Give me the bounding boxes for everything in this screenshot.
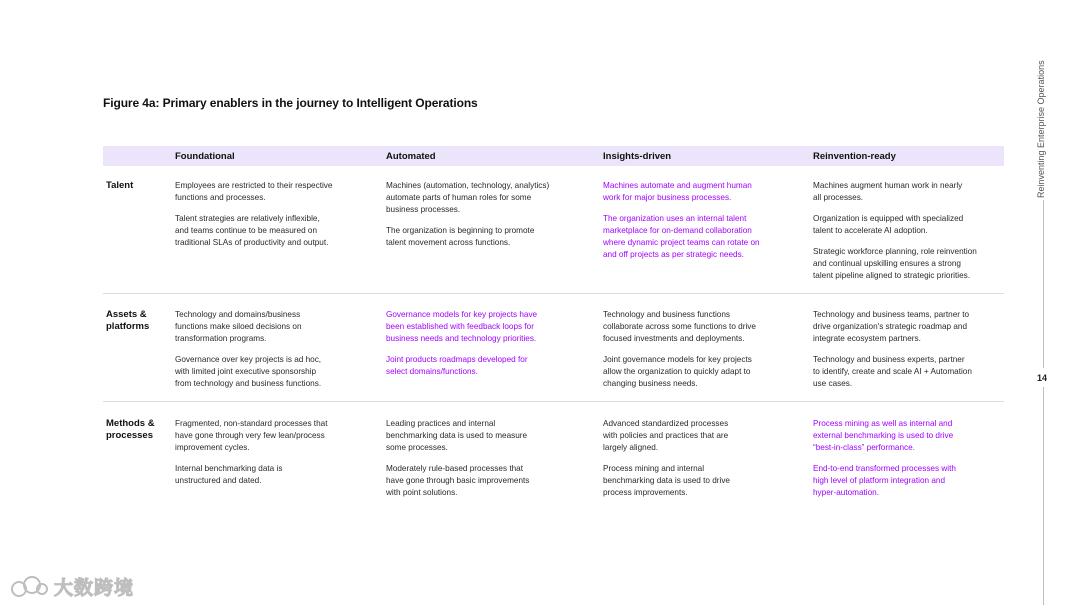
cell-text-line: and off projects as per strategic needs. bbox=[603, 250, 744, 259]
cell-text-line: improvement cycles. bbox=[175, 443, 250, 452]
cell-text-line: Organization is equipped with specialized bbox=[813, 214, 964, 223]
cell-paragraph bbox=[386, 354, 537, 378]
column-header-foundational: Foundational bbox=[175, 151, 235, 162]
cell-paragraph bbox=[813, 354, 972, 390]
cell-text-line: talent movement across functions. bbox=[386, 238, 511, 247]
row-divider bbox=[103, 401, 1004, 402]
cell-text-line: Technology and business functions bbox=[603, 310, 730, 319]
cell-text-line: traditional SLAs of productivity and output. bbox=[175, 238, 329, 247]
watermark-logo-icon bbox=[10, 574, 48, 600]
side-running-title: Reinventing Enterprise Operations bbox=[1036, 60, 1046, 198]
cell-text-line: Strategic workforce planning, role reinvention bbox=[813, 247, 977, 256]
side-rule-top bbox=[1043, 200, 1044, 368]
cell-text-line: Moderately rule-based processes that bbox=[386, 464, 523, 473]
cell-paragraph bbox=[603, 180, 760, 204]
column-header-reinvention-ready: Reinvention-ready bbox=[813, 151, 896, 162]
cell-methods-foundational bbox=[175, 418, 327, 496]
cell-paragraph bbox=[386, 309, 537, 345]
cell-assets-reinvention-ready bbox=[813, 309, 972, 399]
cell-text-line: automate parts of human roles for some bbox=[386, 193, 532, 202]
cell-text-line: transformation programs. bbox=[175, 334, 267, 343]
cell-text-line: benchmarking data is used to drive bbox=[603, 476, 730, 485]
cell-text-line: changing business needs. bbox=[603, 379, 698, 388]
cell-assets-insights-driven bbox=[603, 309, 756, 399]
cell-text-line: benchmarking data is used to measure bbox=[386, 431, 528, 440]
cell-text-line: Machines automate and augment human bbox=[603, 181, 752, 190]
cell-text-line: Technology and business experts, partner bbox=[813, 355, 965, 364]
cell-paragraph bbox=[813, 246, 977, 282]
cell-text-line: and continual upskilling ensures a strong bbox=[813, 259, 961, 268]
row-label-talent: Talent bbox=[106, 180, 134, 191]
cell-text-line: with policies and practices that are bbox=[603, 431, 729, 440]
cell-text-line: Employees are restricted to their respective bbox=[175, 181, 333, 190]
cell-text-line: Machines augment human work in nearly bbox=[813, 181, 963, 190]
cell-talent-automated bbox=[386, 180, 549, 258]
cell-methods-insights-driven bbox=[603, 418, 730, 508]
row-divider bbox=[103, 293, 1004, 294]
cell-text-line: Governance over key projects is ad hoc, bbox=[175, 355, 322, 364]
cell-text-line: Internal benchmarking data is bbox=[175, 464, 283, 473]
cell-paragraph bbox=[175, 180, 332, 204]
cell-text-line: Joint governance models for key projects bbox=[603, 355, 752, 364]
cell-text-line: largely aligned. bbox=[603, 443, 659, 452]
cell-text-line: Process mining as well as internal and bbox=[813, 419, 953, 428]
cell-text-line: Machines (automation, technology, analytics) bbox=[386, 181, 550, 190]
cell-text-line: Talent strategies are relatively inflexible, bbox=[175, 214, 320, 223]
cell-text-line: been established with feedback loops for bbox=[386, 322, 534, 331]
watermark-text: 大数跨境 bbox=[54, 578, 135, 599]
cell-text-line: Technology and business teams, partner to bbox=[813, 310, 970, 319]
cell-paragraph bbox=[813, 213, 977, 237]
cell-text-line: Leading practices and internal bbox=[386, 419, 496, 428]
cell-text-line: The organization uses an internal talent bbox=[603, 214, 747, 223]
cell-text-line: hyper-automation. bbox=[813, 488, 879, 497]
cell-text-line: unstructured and dated. bbox=[175, 476, 262, 485]
cell-talent-reinvention-ready bbox=[813, 180, 977, 291]
column-header-automated: Automated bbox=[386, 151, 436, 162]
cell-paragraph bbox=[386, 463, 529, 499]
cell-text-line: Process mining and internal bbox=[603, 464, 705, 473]
cell-text-line: talent pipeline aligned to strategic priorities. bbox=[813, 271, 971, 280]
column-header-insights-driven: Insights-driven bbox=[603, 151, 672, 162]
cell-text-line: external benchmarking is used to drive bbox=[813, 431, 954, 440]
cell-text-line: have gone through basic improvements bbox=[386, 476, 530, 485]
figure-title: Figure 4a: Primary enablers in the journey to Intelligent Operations bbox=[103, 96, 478, 110]
watermark bbox=[10, 573, 134, 600]
cell-text-line: marketplace for on-demand collaboration bbox=[603, 226, 752, 235]
cell-text-line: where dynamic project teams can rotate on bbox=[603, 238, 760, 247]
cell-paragraph bbox=[175, 354, 321, 390]
cell-text-line: functions and processes. bbox=[175, 193, 266, 202]
cell-text-line: Technology and domains/business bbox=[175, 310, 301, 319]
cell-paragraph bbox=[603, 309, 756, 345]
cell-text-line: have gone through very few lean/process bbox=[175, 431, 325, 440]
cell-talent-foundational bbox=[175, 180, 332, 258]
cell-text-line: use cases. bbox=[813, 379, 853, 388]
cell-text-line: with point solutions. bbox=[386, 488, 458, 497]
cell-text-line: high level of platform integration and bbox=[813, 476, 945, 485]
cell-text-line: select domains/functions. bbox=[386, 367, 478, 376]
cell-text-line: collaborate across some functions to drive bbox=[603, 322, 756, 331]
cell-text-line: Joint products roadmaps developed for bbox=[386, 355, 528, 364]
row-label-assets-platforms bbox=[106, 309, 149, 333]
cell-paragraph bbox=[813, 309, 972, 345]
cell-text-line: focused investments and deployments. bbox=[603, 334, 745, 343]
row-label-line: Assets & bbox=[106, 309, 147, 320]
cell-text-line: some processes. bbox=[386, 443, 448, 452]
cell-assets-automated bbox=[386, 309, 537, 387]
cell-paragraph bbox=[175, 309, 321, 345]
cell-paragraph bbox=[603, 354, 756, 390]
cell-text-line: integrate ecosystem partners. bbox=[813, 334, 921, 343]
cell-text-line: End-to-end transformed processes with bbox=[813, 464, 956, 473]
cell-text-line: drive organization's strategic roadmap and bbox=[813, 322, 968, 331]
cell-paragraph bbox=[603, 213, 760, 261]
page-number: 14 bbox=[1037, 373, 1048, 383]
cell-text-line: talent to accelerate AI adoption. bbox=[813, 226, 928, 235]
cell-paragraph bbox=[175, 213, 332, 249]
cell-text-line: and teams continue to be measured on bbox=[175, 226, 318, 235]
cell-paragraph bbox=[386, 225, 549, 249]
cell-text-line: Advanced standardized processes bbox=[603, 419, 729, 428]
cell-paragraph bbox=[813, 463, 956, 499]
cell-talent-insights-driven bbox=[603, 180, 760, 270]
cell-text-line: business needs and technology priorities. bbox=[386, 334, 537, 343]
cell-text-line: all processes. bbox=[813, 193, 864, 202]
row-label-line: platforms bbox=[106, 321, 150, 332]
cell-text-line: from technology and business functions. bbox=[175, 379, 322, 388]
cell-paragraph bbox=[813, 418, 956, 454]
cell-paragraph bbox=[386, 180, 549, 216]
cell-paragraph bbox=[386, 418, 529, 454]
cell-paragraph bbox=[603, 463, 730, 499]
cell-text-line: work for major business processes. bbox=[603, 193, 732, 202]
row-label-line: processes bbox=[106, 430, 154, 441]
cell-text-line: functions make siloed decisions on bbox=[175, 322, 302, 331]
cell-paragraph bbox=[175, 418, 327, 454]
cell-text-line: allow the organization to quickly adapt to bbox=[603, 367, 751, 376]
cell-methods-reinvention-ready bbox=[813, 418, 956, 508]
cell-paragraph bbox=[603, 418, 730, 454]
row-label-methods-processes bbox=[106, 418, 155, 442]
cell-text-line: to identify, create and scale AI + Automation bbox=[813, 367, 972, 376]
cell-text-line: process improvements. bbox=[603, 488, 688, 497]
cell-paragraph bbox=[813, 180, 977, 204]
row-label-line: Methods & bbox=[106, 418, 155, 429]
cell-methods-automated bbox=[386, 418, 529, 508]
cell-text-line: “best-in-class” performance. bbox=[813, 443, 915, 452]
cell-text-line: The organization is beginning to promote bbox=[386, 226, 535, 235]
cell-assets-foundational bbox=[175, 309, 321, 399]
side-rule-bottom bbox=[1043, 387, 1044, 605]
cell-text-line: Fragmented, non-standard processes that bbox=[175, 419, 328, 428]
cell-text-line: with limited joint executive sponsorship bbox=[175, 367, 317, 376]
cell-text-line: business processes. bbox=[386, 205, 461, 214]
cell-paragraph bbox=[175, 463, 327, 487]
cell-text-line: Governance models for key projects have bbox=[386, 310, 538, 319]
